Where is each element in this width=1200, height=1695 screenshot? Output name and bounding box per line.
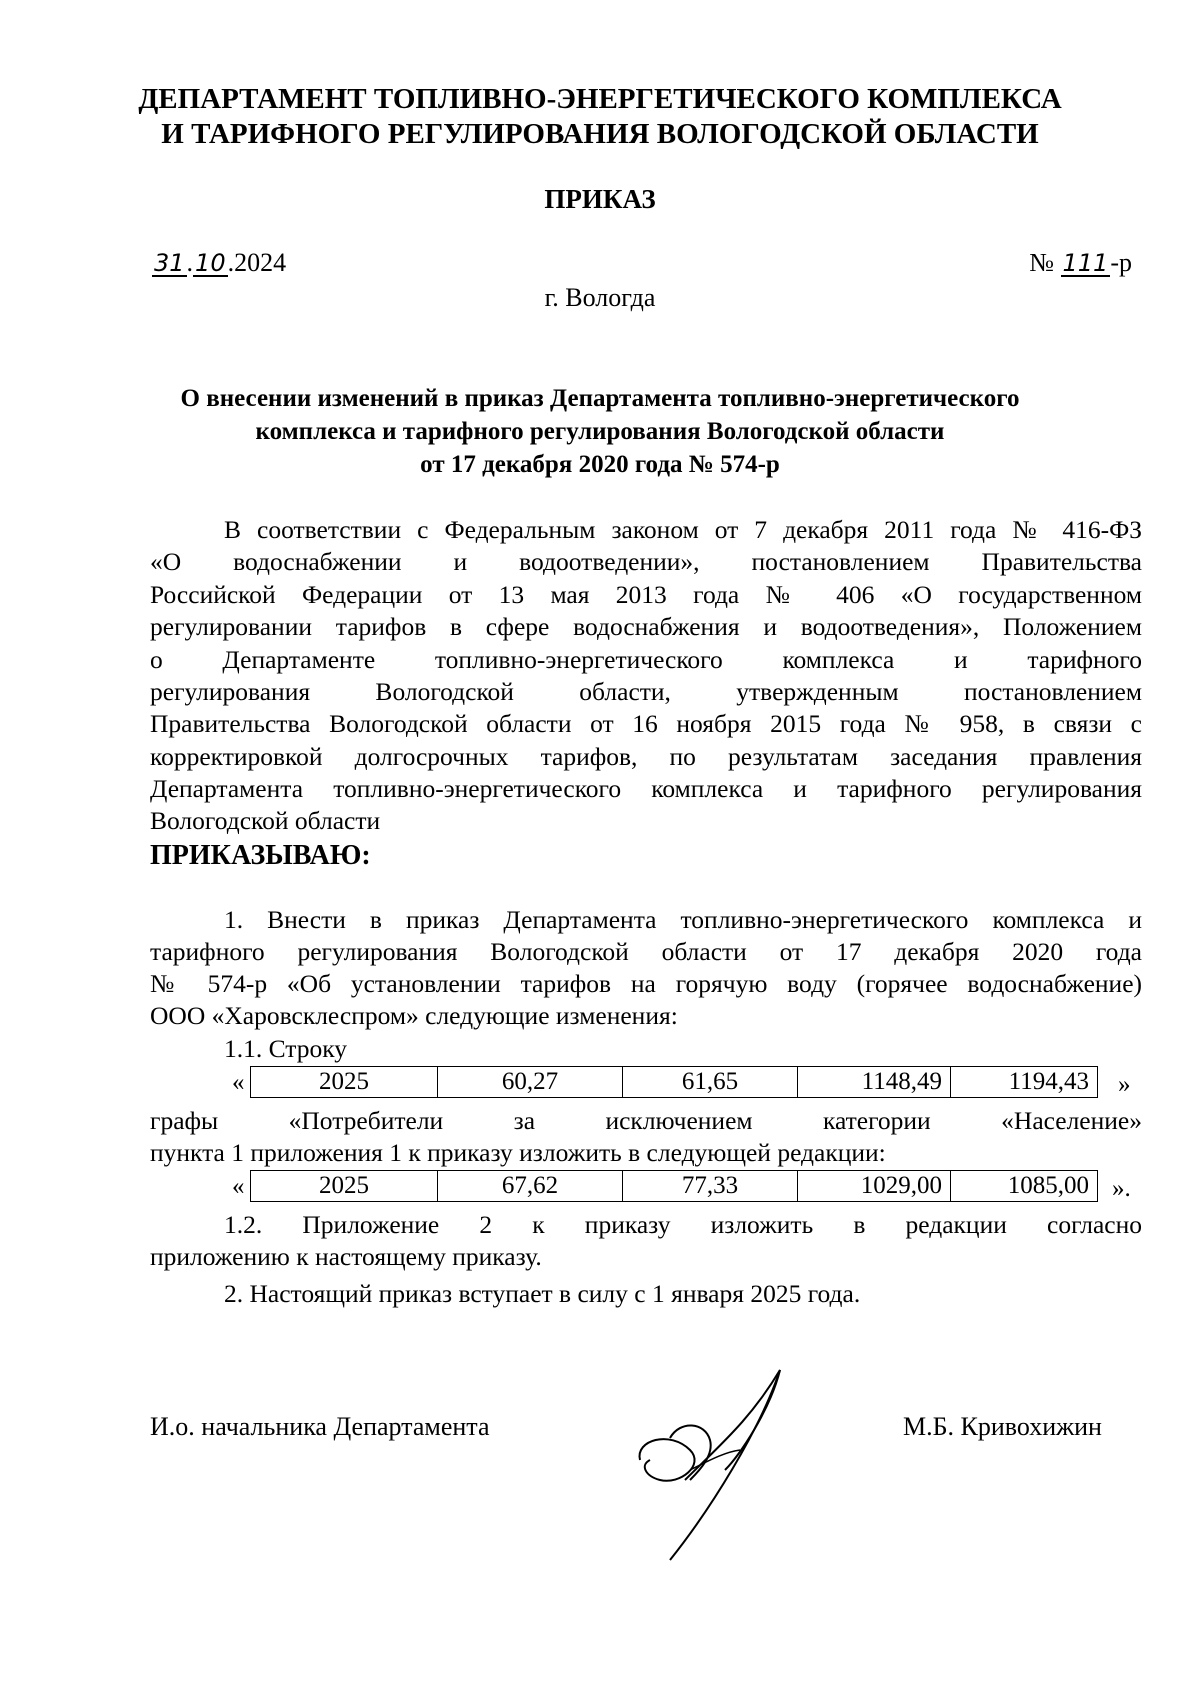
mid-text-line: графы «Потребители за исключением категории «Население» xyxy=(150,1106,1142,1135)
row-new-cell: 77,33 xyxy=(623,1171,798,1202)
row-old-open-quote: « xyxy=(232,1069,245,1096)
preamble-line: Российской Федерации от 13 мая 2013 года № 406 «О государственном xyxy=(150,580,1142,609)
signatory-name: М.Б. Кривохижин xyxy=(903,1412,1102,1441)
handwritten-signature xyxy=(630,1360,830,1570)
preamble-line: Правительства Вологодской области от 16 ноября 2015 года № 958, в связи с xyxy=(150,709,1142,738)
preamble-line: корректировкой долгосрочных тарифов, по результатам заседания правления xyxy=(150,742,1142,771)
preamble-line: регулировании тарифов в сфере водоснабжения и водоотведения», Положением xyxy=(150,612,1142,641)
subject-line-2: комплекса и тарифного регулирования Вологодской области xyxy=(255,418,945,445)
subject-line-1: О внесении изменений в приказ Департамента топливно-энергетического xyxy=(180,385,1020,412)
item1-line: 1. Внести в приказ Департамента топливно-энергетического комплекса и xyxy=(224,905,1142,934)
number-suffix: -р xyxy=(1110,248,1132,277)
row-old-cell: 60,27 xyxy=(438,1067,623,1098)
document-number xyxy=(1029,248,1132,278)
row-old-table xyxy=(250,1066,1098,1098)
row-new-open-quote: « xyxy=(232,1173,245,1200)
row-old-cell: 1194,43 xyxy=(951,1067,1098,1098)
item1-1-label: 1.1. Строку xyxy=(224,1034,348,1063)
number-value: 111 xyxy=(1062,249,1109,277)
row-old-close-quote: » xyxy=(1118,1071,1131,1098)
row-new-cell: 1029,00 xyxy=(798,1171,951,1202)
item1-line: ООО «Харовсклеспром» следующие изменения: xyxy=(150,1001,678,1030)
org-name-line-1: ДЕПАРТАМЕНТ ТОПЛИВНО-ЭНЕРГЕТИЧЕСКОГО КОМПЛЕКСА xyxy=(138,83,1062,115)
item1-2-line: 1.2. Приложение 2 к приказу изложить в редакции согласно xyxy=(224,1210,1142,1239)
row-new-cell: 67,62 xyxy=(438,1171,623,1202)
item2: 2. Настоящий приказ вступает в силу с 1 января 2025 года. xyxy=(224,1279,861,1308)
row-new-cell: 1085,00 xyxy=(951,1171,1098,1202)
preamble-line: «О водоснабжении и водоотведении», постановлением Правительства xyxy=(150,547,1142,576)
preamble-line: Департамента топливно-энергетического комплекса и тарифного регулирования xyxy=(150,774,1142,803)
date-year: .2024 xyxy=(227,248,287,277)
item1-2-line: приложению к настоящему приказу. xyxy=(150,1242,542,1271)
row-new-table xyxy=(250,1170,1098,1202)
document-date: 31.10.2024 xyxy=(154,248,287,277)
preamble-line: В соответствии с Федеральным законом от 7 декабря 2011 года № 416-ФЗ xyxy=(224,515,1142,544)
signatory-position: И.о. начальника Департамента xyxy=(150,1412,490,1441)
city: г. Вологда xyxy=(544,283,656,312)
document-type: ПРИКАЗ xyxy=(544,184,656,214)
row-old-cell: 61,65 xyxy=(623,1067,798,1098)
number-prefix: № xyxy=(1029,248,1055,277)
mid-text-line: пункта 1 приложения 1 к приказу изложить в следующей редакции: xyxy=(150,1138,886,1167)
item1-line: № 574-р «Об установлении тарифов на горячую воду (горячее водоснабжение) xyxy=(150,969,1142,998)
row-old-cell: 1148,49 xyxy=(798,1067,951,1098)
org-name-line-2: И ТАРИФНОГО РЕГУЛИРОВАНИЯ ВОЛОГОДСКОЙ ОБЛАСТИ xyxy=(161,118,1039,150)
order-word: ПРИКАЗЫВАЮ: xyxy=(150,840,371,871)
preamble-line: о Департаменте топливно-энергетического комплекса и тарифного xyxy=(150,645,1142,674)
subject-line-3: от 17 декабря 2020 года № 574-р xyxy=(420,451,780,478)
row-new-cell: 2025 xyxy=(251,1171,438,1202)
item1-line: тарифного регулирования Вологодской области от 17 декабря 2020 года xyxy=(150,937,1142,966)
date-month: 10 xyxy=(195,249,226,277)
preamble-line: Вологодской области xyxy=(150,806,381,835)
row-old-cell: 2025 xyxy=(251,1067,438,1098)
preamble-line: регулирования Вологодской области, утвержденным постановлением xyxy=(150,677,1142,706)
date-day: 31 xyxy=(154,249,185,277)
row-new-close-quote: ». xyxy=(1112,1175,1131,1202)
